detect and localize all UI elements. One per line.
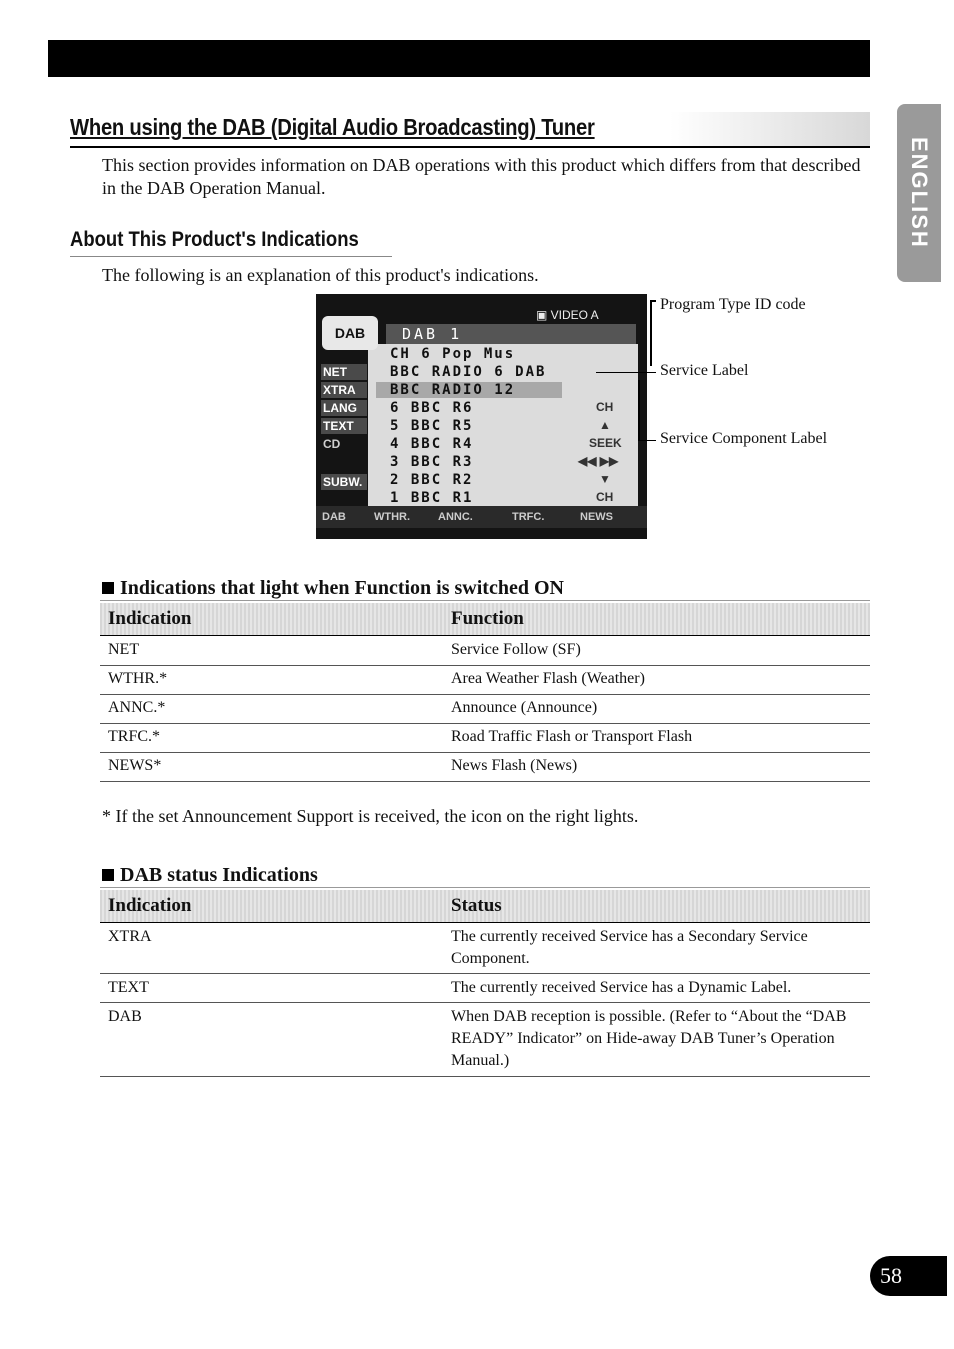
table-cell: When DAB reception is possible. (Refer to “About the “DAB READY” Indicator” on Hide-away DAB Tuner’s Operation Manual.)	[451, 1008, 847, 1069]
table1-header	[100, 603, 870, 636]
table-cell: The currently received Service has a Secondary Service Component.	[451, 928, 808, 967]
indicator-subw: SUBW.	[321, 474, 367, 490]
pty-id-readout: ▣ VIDEO A	[536, 308, 599, 322]
callout-service-label: Service Label	[660, 362, 749, 379]
display-bottom-bar	[316, 506, 647, 528]
heading-band	[70, 112, 870, 148]
dab-logo: DAB	[322, 316, 378, 350]
table-row	[100, 752, 870, 782]
table-cell: TEXT	[108, 979, 149, 996]
table-cell: NET	[108, 641, 140, 658]
display-ctrl-seek: SEEK	[589, 436, 622, 450]
table-row	[100, 636, 870, 666]
indicator-xtra: XTRA	[321, 382, 367, 398]
display-row: 5 BBC R5	[390, 418, 474, 434]
callout-tick	[638, 440, 656, 441]
table-row	[100, 1003, 870, 1077]
language-tab	[897, 104, 941, 282]
bullet-square-icon	[102, 869, 114, 881]
display-ctrl-ch-down: CH	[596, 490, 614, 504]
section-underline	[70, 256, 392, 257]
display-row: 1 BBC R1	[390, 490, 474, 506]
table2-header-indication: Indication	[108, 895, 192, 916]
indicator-text: TEXT	[321, 418, 367, 434]
footnote: * If the set Announcement Support is received, the icon on the right lights.	[102, 806, 639, 826]
indicator-net: NET	[321, 364, 367, 380]
indicator-trfc: TRFC.	[512, 511, 545, 523]
page-number: 58	[870, 1256, 947, 1296]
dab-display-illustration	[316, 294, 647, 539]
display-ctrl-up-icon: ▲	[599, 418, 611, 432]
table-row	[100, 665, 870, 695]
indicator-wthr: WTHR.	[374, 511, 411, 523]
table1-header-function: Function	[451, 608, 524, 629]
pty-id-text: VIDEO A	[550, 308, 599, 322]
display-ctrl-ch-up: CH	[596, 400, 614, 414]
display-ctrl-down-icon: ▼	[599, 472, 611, 486]
table2-header-status: Status	[451, 895, 502, 916]
table-cell: XTRA	[108, 928, 152, 945]
indicator-news: NEWS	[580, 511, 613, 523]
display-row: CH 6 Pop Mus	[390, 346, 516, 362]
table-cell: DAB	[108, 1008, 142, 1025]
table-cell: TRFC.*	[108, 728, 161, 745]
table2-title	[102, 864, 318, 887]
section-title: About This Product's Indications	[70, 228, 359, 251]
intro-paragraph: This section provides information on DAB operations with this product which differs from that described in the DAB Operation Manual.	[102, 155, 861, 198]
callout-tick	[650, 300, 656, 302]
section-text: The following is an explanation of this product's indications.	[102, 265, 539, 285]
table-cell: WTHR.*	[108, 670, 168, 687]
table1-title	[102, 577, 564, 600]
table1-title-line	[100, 600, 870, 601]
table-cell: Area Weather Flash (Weather)	[451, 670, 645, 687]
table-cell: The currently received Service has a Dynamic Label.	[451, 979, 792, 996]
display-row: 3 BBC R3	[390, 454, 474, 470]
display-row-highlight: BBC RADIO 12	[376, 382, 562, 398]
table-cell: NEWS*	[108, 757, 162, 774]
language-tab-label: ENGLISH	[907, 137, 932, 249]
table-cell: Road Traffic Flash or Transport Flash	[451, 728, 693, 745]
top-black-bar	[48, 40, 870, 77]
table2-title-text: DAB status Indications	[120, 864, 318, 886]
table-cell: Announce (Announce)	[451, 699, 598, 716]
display-row: 2 BBC R2	[390, 472, 474, 488]
callout-line-service	[596, 372, 656, 373]
callout-service-component-label: Service Component Label	[660, 430, 828, 447]
table-row	[100, 974, 870, 1003]
indicator-lang: LANG	[321, 400, 367, 416]
bullet-square-icon	[102, 582, 114, 594]
table2-header	[100, 890, 870, 923]
callout-bracket-ptyid	[650, 300, 652, 366]
indicator-annc: ANNC.	[438, 511, 473, 523]
page-title: When using the DAB (Digital Audio Broadcasting) Tuner	[70, 114, 595, 140]
display-row: BBC RADIO 6 DAB	[390, 364, 547, 380]
band-label: DAB 1	[386, 324, 636, 344]
callout-bracket-component	[638, 380, 640, 440]
indicator-cd: CD	[323, 437, 341, 451]
table-row	[100, 694, 870, 724]
table-cell: ANNC.*	[108, 699, 166, 716]
table-row	[100, 723, 870, 753]
indicator-dab: DAB	[322, 511, 346, 523]
table-cell: Service Follow (SF)	[451, 641, 581, 658]
table1-title-text: Indications that light when Function is switched ON	[120, 577, 564, 599]
callout-program-type-id: Program Type ID code	[660, 296, 806, 313]
table2-title-line	[100, 887, 870, 888]
display-row: 4 BBC R4	[390, 436, 474, 452]
table-row	[100, 923, 870, 974]
display-ctrl-seek-arrows-icon: ◀◀ ▶▶	[578, 454, 619, 468]
table1-header-indication: Indication	[108, 608, 192, 629]
display-row: 6 BBC R6	[390, 400, 474, 416]
table-cell: News Flash (News)	[451, 757, 578, 774]
